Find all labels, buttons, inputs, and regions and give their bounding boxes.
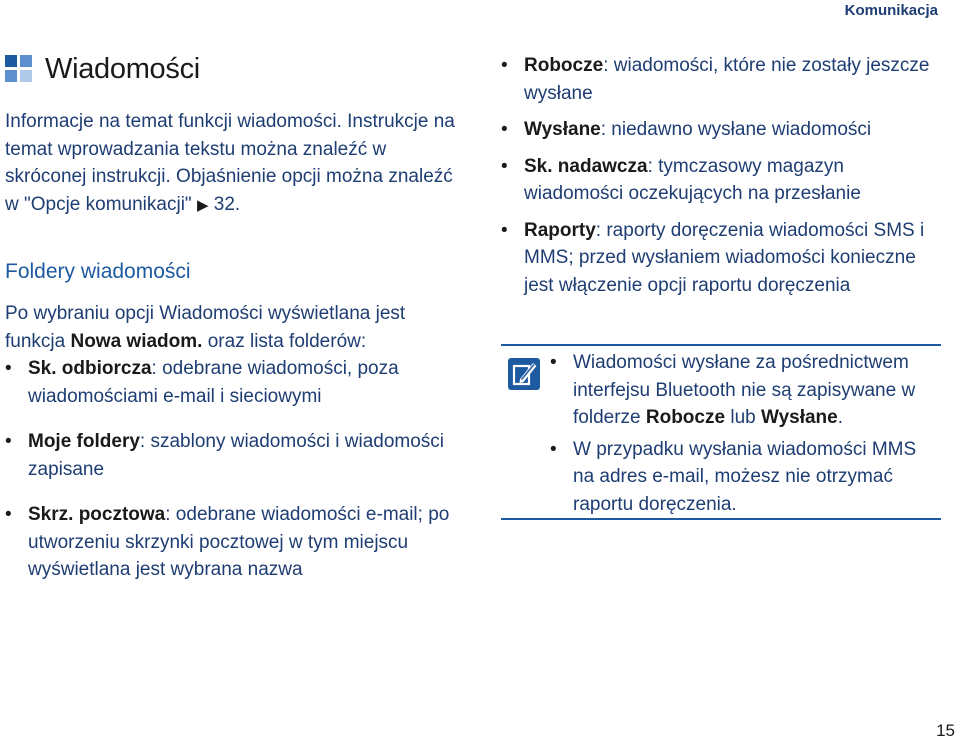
new-message-term: Nowa wiadom. (70, 330, 203, 352)
list-item-term: Sk. odbiorcza (28, 358, 152, 379)
list-item (501, 116, 941, 144)
section-text-after: oraz lista folderów: (202, 330, 367, 352)
folder-list (5, 355, 455, 584)
bullet-icon: • (501, 155, 508, 177)
note-text: Wiadomości wysłane za pośrednictwem interfejsu Bluetooth nie są zapisywane w folderze (573, 352, 916, 428)
page-title: Wiadomości (45, 52, 200, 85)
note-item (550, 436, 935, 519)
section-text-before: Po wybraniu opcji Wiadomości wyświetlana jest funkcja (5, 303, 406, 352)
drafts-term: Robocze (645, 407, 726, 428)
note-text: . (837, 407, 844, 428)
list-item-term: Robocze (524, 55, 604, 76)
right-column (501, 52, 941, 299)
bullet-icon: • (501, 219, 508, 241)
list-item-text: : wiadomości, które nie zostały jeszcze wysłane (524, 55, 930, 104)
sent-term: Wysłane (760, 407, 838, 428)
list-item (501, 217, 941, 300)
bullet-icon: • (5, 431, 12, 452)
list-item-text: : tymczasowy magazyn wiadomości oczekujących na przesłanie (524, 155, 861, 204)
list-item (5, 428, 455, 483)
squares-icon (5, 55, 33, 83)
section-heading: Foldery wiadomości (5, 260, 191, 283)
bullet-icon: • (501, 55, 508, 76)
page-number: 15 (936, 721, 955, 740)
bullet-icon: • (550, 352, 557, 373)
list-item-term: Wysłane (524, 119, 601, 140)
note-box (501, 344, 941, 520)
list-item-text: : odebrane wiadomości e-mail; po utworzeniu skrzynki pocztowej w tym miejscu wyświetlana jest wybrana nazwa (28, 504, 450, 580)
list-item (5, 501, 455, 584)
folder-list-continued (501, 52, 941, 299)
note-text: lub (725, 407, 761, 428)
list-item (5, 355, 455, 410)
list-item-text: : raporty doręczenia wiadomości SMS i MMS; przed wysłaniem wiadomości konieczne jest włączenie opcji raportu doręczenia (524, 219, 925, 296)
note-list (550, 349, 935, 518)
arrow-right-icon: ▶ (196, 196, 209, 214)
bullet-icon: • (550, 438, 557, 460)
bullet-icon: • (5, 358, 12, 379)
bullet-icon: • (501, 119, 508, 140)
list-item-text: : odebrane wiadomości, poza wiadomościami e-mail i sieciowymi (28, 358, 399, 407)
section-text (5, 300, 455, 355)
intro-text: Informacje na temat funkcji wiadomości. Instrukcje na temat wprowadzania tekstu można znaleźć w skróconej instrukcji. Objaśnienie opcji można znaleźć w "Opcje komunikacji" (5, 111, 455, 215)
list-item-text: : szablony wiadomości i wiadomości zapisane (28, 431, 445, 480)
bullet-icon: • (5, 504, 12, 525)
list-item-term: Moje foldery (28, 431, 140, 452)
section-header: Komunikacja (844, 2, 938, 19)
intro-paragraph (5, 108, 455, 219)
list-item-term: Sk. nadawcza (524, 155, 648, 177)
title-row (5, 48, 455, 90)
list-item (501, 52, 941, 107)
left-column (5, 48, 455, 584)
list-item (501, 153, 941, 208)
page-reference: 32. (213, 193, 241, 215)
note-item (550, 349, 935, 432)
note-pencil-icon (507, 357, 541, 391)
note-text: W przypadku wysłania wiadomości MMS na adres e-mail, możesz nie otrzymać raportu doręczenia. (573, 438, 917, 515)
list-item-term: Skrz. pocztowa (28, 504, 166, 525)
list-item-text: : niedawno wysłane wiadomości (600, 119, 872, 140)
list-item-term: Raporty (524, 219, 596, 241)
